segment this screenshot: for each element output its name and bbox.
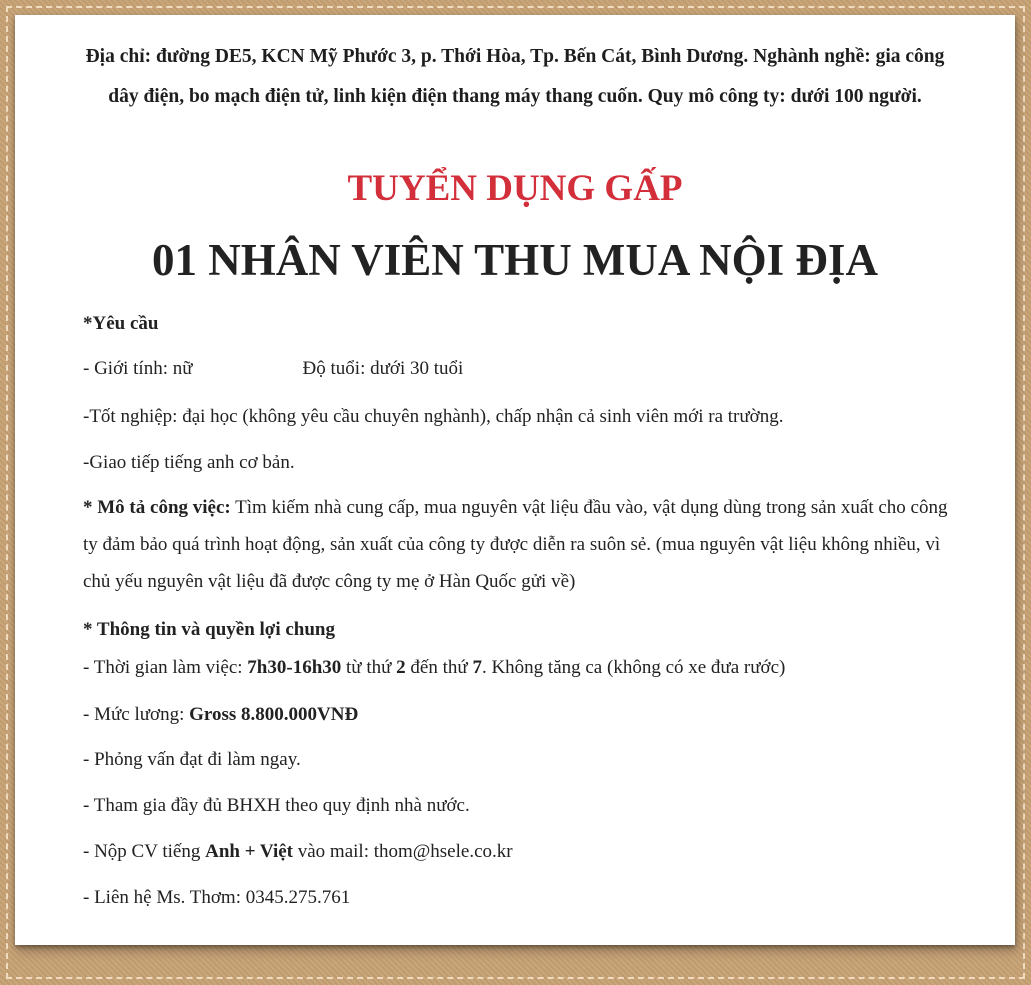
- age-requirement: Độ tuổi: dưới 30 tuổi: [302, 358, 464, 379]
- position-title: 01 NHÂN VIÊN THU MUA NỘI ĐỊA: [152, 235, 878, 285]
- cv-submission: [83, 837, 513, 867]
- urgent-hiring-headline: TUYỂN DỤNG GẤP: [347, 168, 683, 209]
- job-posting-paper: [15, 15, 1015, 945]
- job-description-label: * Mô tả công việc:: [83, 497, 231, 518]
- salary-value: Gross 8.800.000VNĐ: [189, 704, 359, 725]
- day-end: 7: [472, 657, 482, 678]
- day-start: 2: [396, 657, 406, 678]
- benefits-heading: * Thông tin và quyền lợi chung: [83, 619, 335, 640]
- hours-suffix: . Không tăng ca (không có xe đưa rước): [481, 657, 786, 678]
- company-address-info: Địa chỉ: đường DE5, KCN Mỹ Phước 3, p. Thới Hòa, Tp. Bến Cát, Bình Dương. Nghành nghề: gia công dây điện, bo mạch điện tử, linh kiện điện thang máy thang cuốn. Quy mô công ty: dưới 100 người.: [85, 46, 945, 107]
- cv-prefix: - Nộp CV tiếng: [83, 841, 201, 862]
- interview-note: - Phỏng vấn đạt đi làm ngay.: [83, 749, 301, 770]
- gender-requirement: - Giới tính: nữ: [83, 358, 193, 379]
- working-hours: [83, 653, 785, 683]
- salary: [83, 700, 358, 730]
- requirement-gender-age: [83, 354, 463, 384]
- salary-prefix: - Mức lương:: [83, 704, 185, 725]
- cv-languages: Anh + Việt: [205, 841, 293, 862]
- hours-to: đến thứ: [410, 657, 468, 678]
- job-description-text: Tìm kiếm nhà cung cấp, mua nguyên vật liệu đầu vào, vật dụng dùng trong sản xuất cho công ty đảm bảo quá trình hoạt động, sản xuất của công ty được diễn ra suôn sẻ. (mua nguyên vật liệu không nhiều, vì chủ yếu nguyên vật liệu đã được công ty mẹ ở Hàn Quốc gửi về): [83, 497, 948, 592]
- requirement-english: -Giao tiếp tiếng anh cơ bản.: [83, 452, 295, 473]
- cv-email: vào mail: thom@hsele.co.kr: [297, 841, 513, 862]
- requirements-heading: *Yêu cầu: [83, 313, 159, 334]
- requirement-education: -Tốt nghiệp: đại học (không yêu cầu chuyên nghành), chấp nhận cả sinh viên mới ra trường.: [83, 406, 784, 427]
- contact-info: - Liên hệ Ms. Thơm: 0345.275.761: [83, 887, 351, 908]
- hours-prefix: - Thời gian làm việc:: [83, 657, 243, 678]
- job-description: [83, 489, 963, 600]
- hours-from: từ thứ: [346, 657, 392, 678]
- insurance-note: - Tham gia đầy đủ BHXH theo quy định nhà nước.: [83, 795, 470, 816]
- hours-value: 7h30-16h30: [247, 657, 342, 678]
